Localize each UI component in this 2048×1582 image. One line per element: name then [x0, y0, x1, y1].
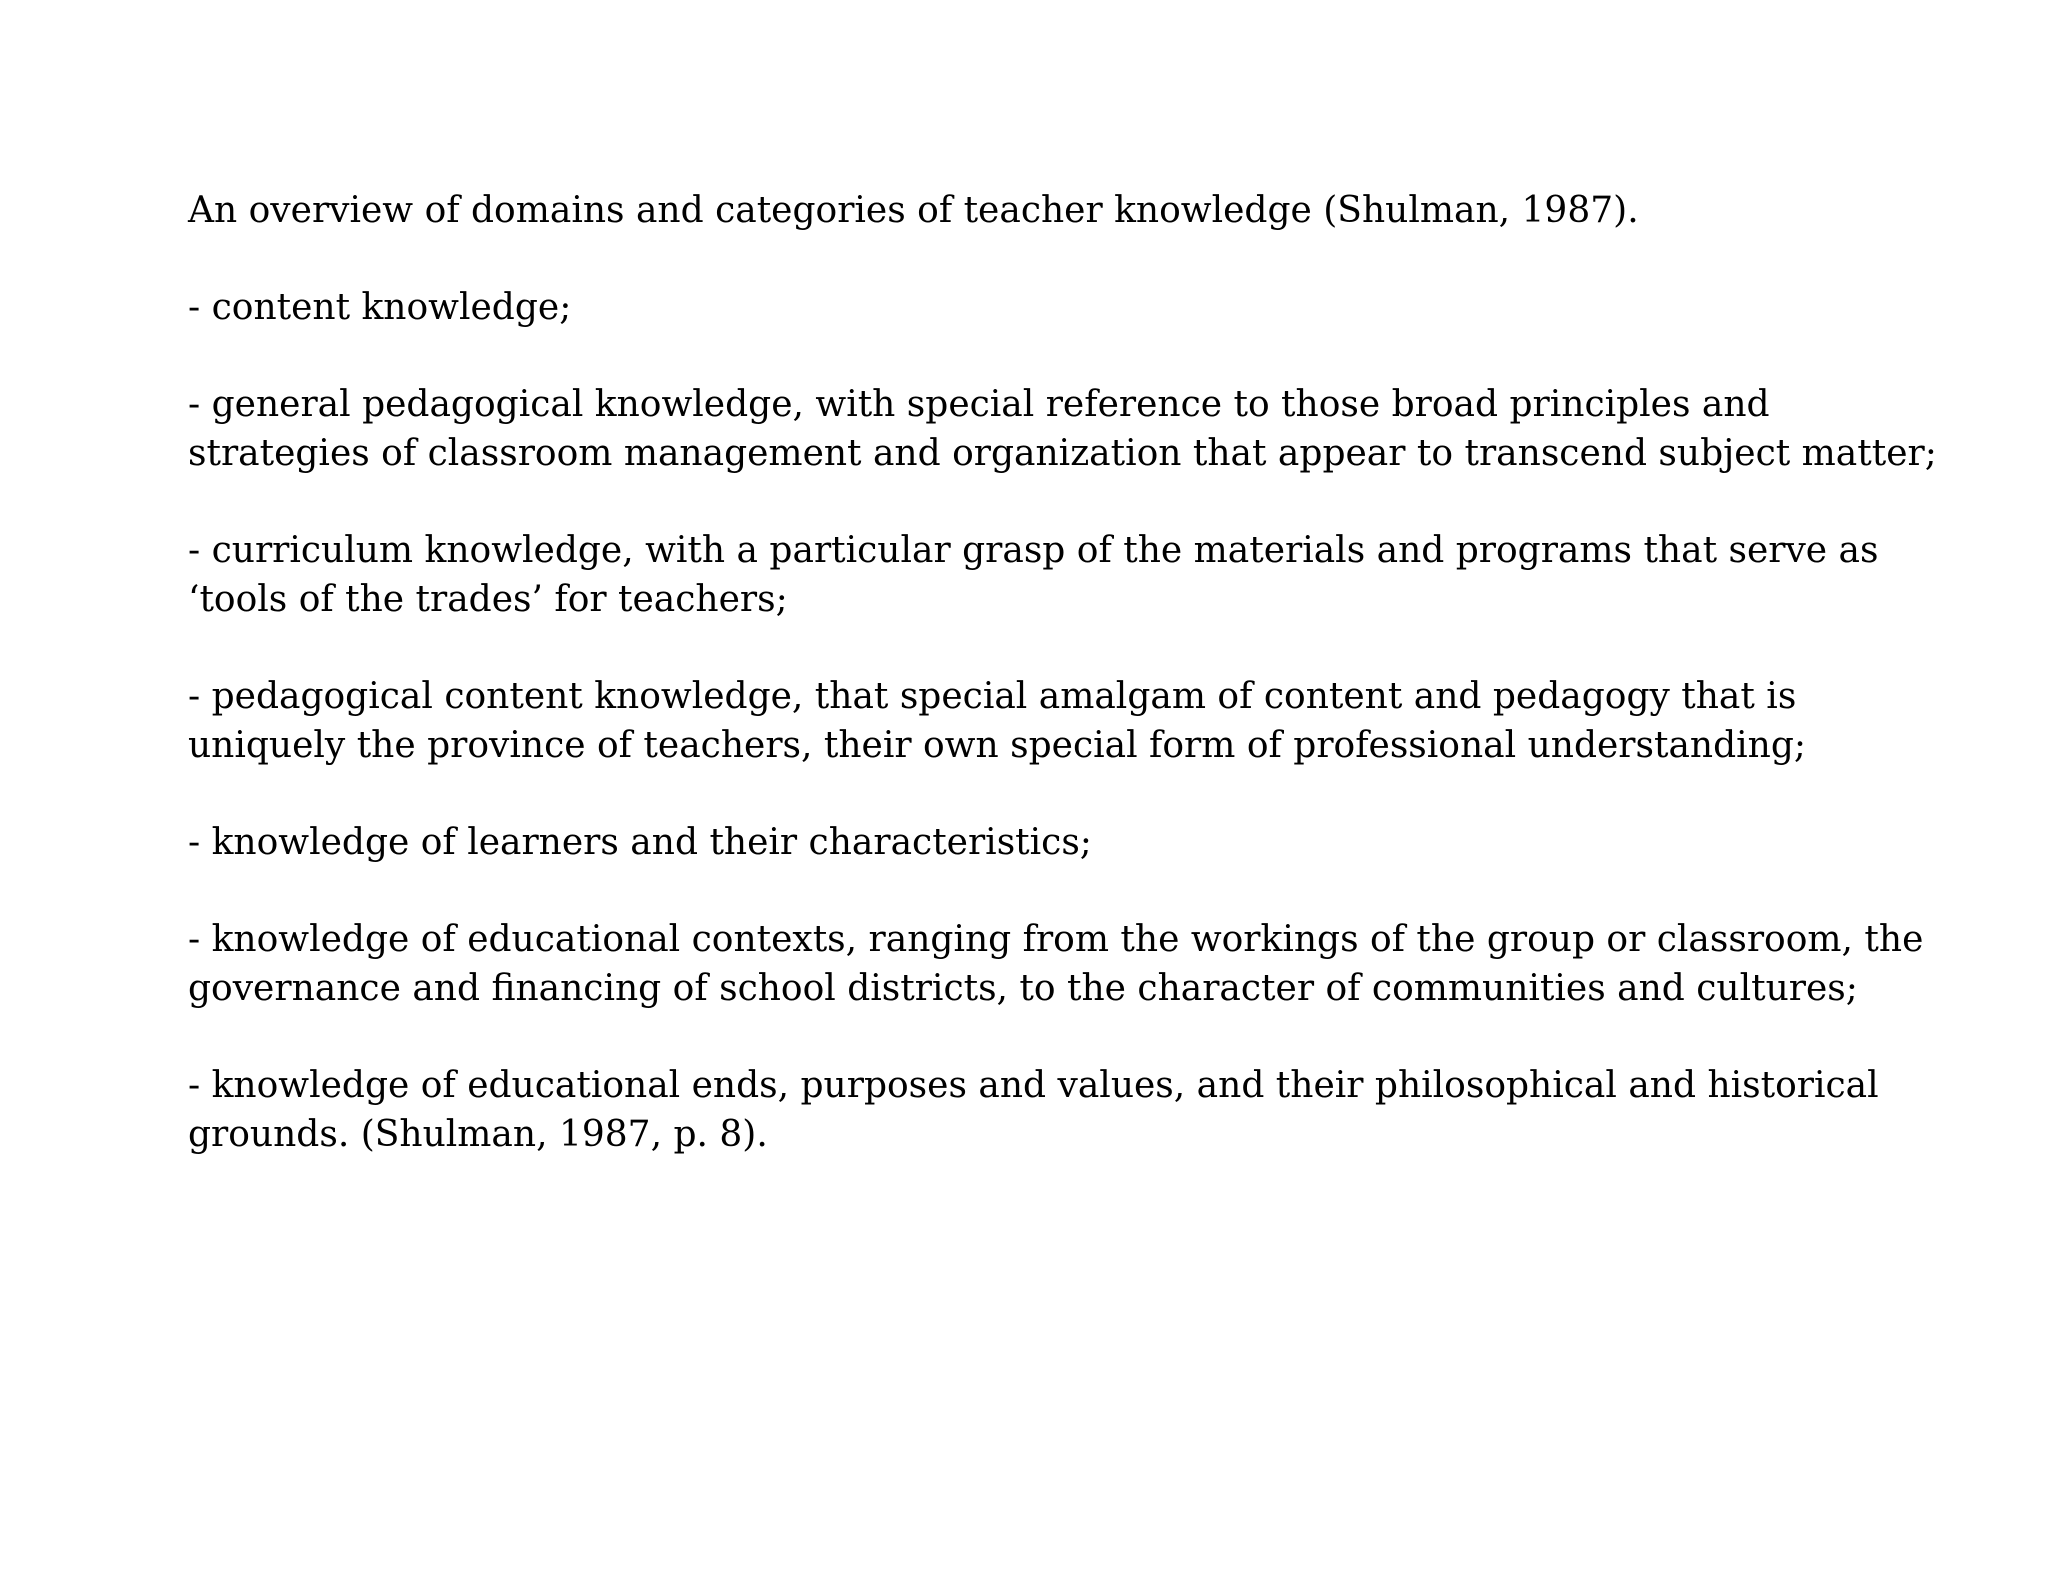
list-item-line: - knowledge of learners and their characteristics; — [188, 822, 1092, 863]
list-item-curriculum-knowledge — [188, 526, 1928, 624]
list-item-line: - content knowledge; — [188, 287, 572, 328]
list-item-knowledge-of-educational-contexts — [188, 915, 1928, 1013]
list-item-line: - pedagogical content knowledge, that special amalgam of content and pedagogy that is — [188, 676, 1797, 717]
list-item-line: uniquely the province of teachers, their own special form of professional understanding; — [188, 725, 1807, 766]
document-body — [188, 186, 1937, 1207]
list-item-pedagogical-content-knowledge — [188, 672, 1928, 770]
list-item-line: - knowledge of educational ends, purposes and values, and their philosophical and historical — [188, 1065, 1879, 1106]
list-item-line: - general pedagogical knowledge, with special reference to those broad principles and — [188, 384, 1770, 425]
list-item-knowledge-of-educational-ends — [188, 1061, 1928, 1159]
list-item-line: governance and financing of school districts, to the character of communities and cultures; — [188, 968, 1858, 1009]
list-item-knowledge-of-learners — [188, 818, 1928, 867]
list-item-line: - curriculum knowledge, with a particular grasp of the materials and programs that serve as — [188, 530, 1879, 571]
list-item-line: - knowledge of educational contexts, ranging from the workings of the group or classroom, the — [188, 919, 1924, 960]
list-item-line: grounds. (Shulman, 1987, p. 8). — [188, 1114, 768, 1155]
list-item-general-pedagogical-knowledge — [188, 380, 1937, 478]
list-item-line: ‘tools of the trades’ for teachers; — [188, 579, 788, 620]
list-item-content-knowledge — [188, 283, 1928, 332]
list-item-line: strategies of classroom management and organization that appear to transcend subject matter; — [188, 433, 1937, 474]
document-heading: An overview of domains and categories of teacher knowledge (Shulman, 1987). — [188, 190, 1639, 231]
